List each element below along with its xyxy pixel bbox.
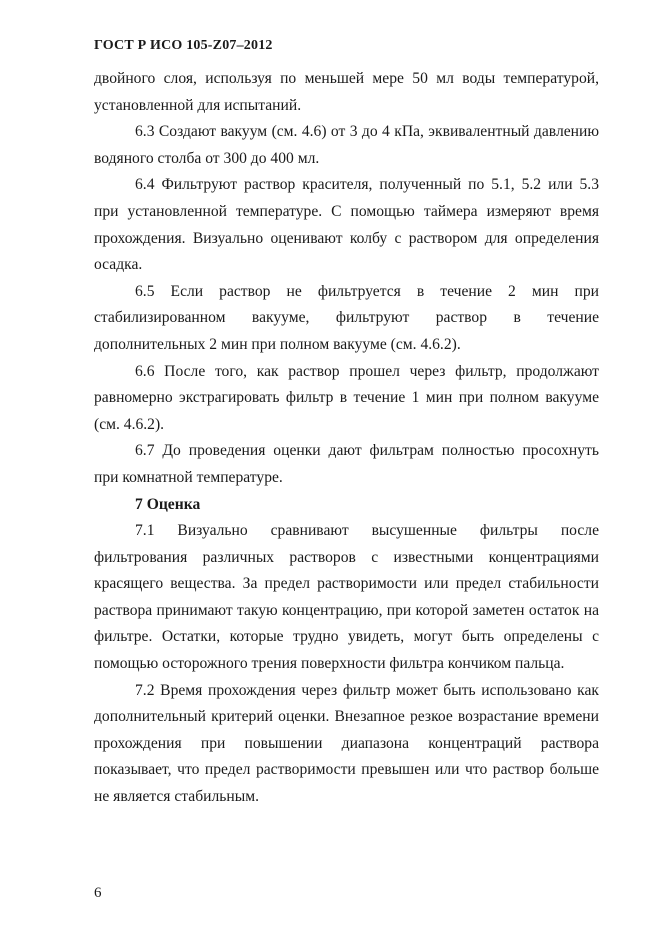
page-number: 6 bbox=[94, 885, 102, 901]
paragraph-7-2: 7.2 Время прохождения через фильтр может быть использовано как дополнительный критерий оценки. Внезапное резкое возрастание времени прохождения при повышении диапазона концентраций раствора показывает, что предел растворимости превышен или что раствор больше не является стабильным. bbox=[94, 681, 599, 806]
paragraph-continuation: двойного слоя, используя по меньшей мере 50 мл воды температурой, установленной для испытаний. bbox=[94, 70, 599, 114]
paragraph-6-3: 6.3 Создают вакуум (см. 4.6) от 3 до 4 кПа, эквивалентный давлению водяного столба от 300 до 400 мл. bbox=[94, 123, 599, 167]
paragraph-6-5: 6.5 Если раствор не фильтруется в течение 2 мин при стабилизированном вакууме, фильтруют раствор в течение дополнительных 2 мин при полном вакууме (см. 4.6.2). bbox=[94, 282, 599, 353]
document-body bbox=[94, 66, 599, 811]
paragraph-6-6: 6.6 После того, как раствор прошел через фильтр, продолжают равномерно экстрагировать фильтр в течение 1 мин при полном вакууме (см. 4.6.2). bbox=[94, 362, 599, 433]
paragraph-7-1: 7.1 Визуально сравнивают высушенные фильтры после фильтрования различных растворов с известными концентрациями красящего вещества. За предел растворимости или предел стабильности раствора принимают такую концентрацию, при которой заметен остаток на фильтре. Остатки, которые трудно увидеть, могут быть определены с помощью осторожного трения поверхности фильтра кончиком пальца. bbox=[94, 522, 599, 673]
section-7-title: 7 Оценка bbox=[135, 495, 201, 513]
paragraph-6-4: 6.4 Фильтруют раствор красителя, полученный по 5.1, 5.2 или 5.3 при установленной температуре. С помощью таймера измеряют время прохождения. Визуально оценивают колбу с раствором для определения осадка. bbox=[94, 176, 599, 274]
paragraph-6-7: 6.7 До проведения оценки дают фильтрам полностью просохнуть при комнатной температуре. bbox=[94, 442, 599, 486]
document-header: ГОСТ Р ИСО 105-Z07–2012 bbox=[94, 38, 273, 53]
